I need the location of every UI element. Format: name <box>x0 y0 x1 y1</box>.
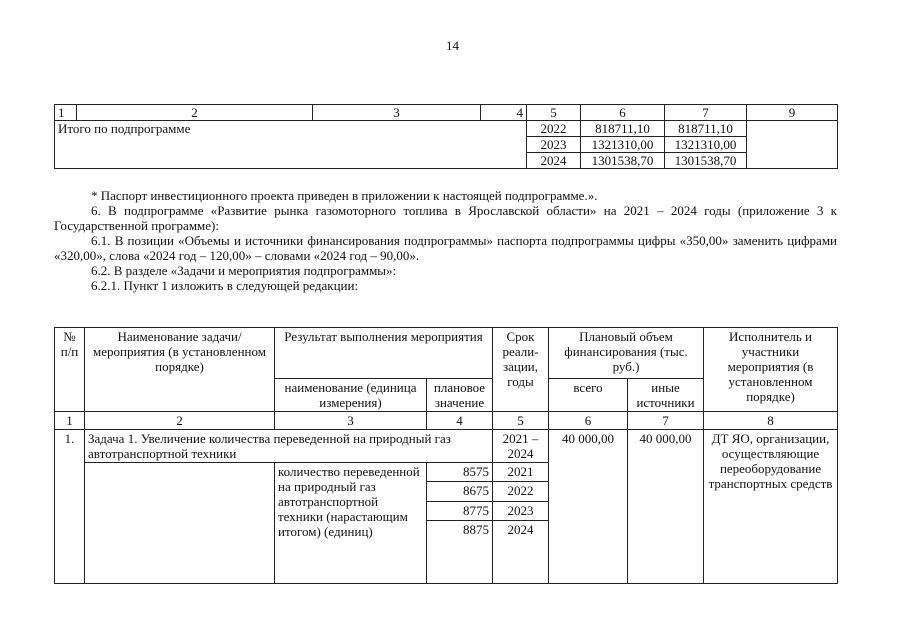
task-term: 2021 – 2024 <box>493 430 549 463</box>
task-header-row <box>55 328 838 379</box>
summary-label: Итого по подпрограмме <box>55 121 527 169</box>
task-col-number-row <box>55 412 838 430</box>
summary-total: 1321310,00 <box>581 137 665 153</box>
task-col-number: 8 <box>704 412 838 430</box>
summary-total: 1301538,70 <box>581 153 665 169</box>
paragraph-6-2: 6.2. В разделе «Задачи и мероприятия подпрограммы»: <box>91 263 397 278</box>
header-result-name: наименование (единица измерения) <box>275 379 427 412</box>
paragraph-6-2-1: 6.2.1. Пункт 1 изложить в следующей редакции: <box>91 278 359 293</box>
task-col-number: 1 <box>55 412 85 430</box>
task-col-number: 4 <box>427 412 493 430</box>
task-col-number: 3 <box>275 412 427 430</box>
task-total: 40 000,00 <box>549 430 628 584</box>
header-volume-other: иные источники <box>628 379 704 412</box>
task-other: 40 000,00 <box>628 430 704 584</box>
document-body <box>54 188 837 293</box>
header-term: Срок реали-зации, годы <box>493 328 549 412</box>
task-col-number: 5 <box>493 412 549 430</box>
task-table <box>54 327 838 584</box>
summary-col-number: 9 <box>747 105 838 121</box>
indicator-empty-cell <box>85 463 275 584</box>
header-result-value: плановое значение <box>427 379 493 412</box>
summary-col-number: 5 <box>527 105 581 121</box>
indicator-year: 2023 <box>493 501 549 520</box>
indicator-value: 8775 <box>427 501 493 520</box>
header-volume: Плановый объем финансирования (тыс. руб.) <box>549 328 704 379</box>
task-num: 1. <box>55 430 85 584</box>
summary-col-number: 3 <box>313 105 481 121</box>
summary-other: 818711,10 <box>665 121 747 137</box>
summary-year: 2024 <box>527 153 581 169</box>
summary-other: 1301538,70 <box>665 153 747 169</box>
indicator-year: 2021 <box>493 463 549 482</box>
task-executor: ДТ ЯО, организации, осуществляющие переоборудование транспортных средств <box>704 430 838 584</box>
summary-other: 1321310,00 <box>665 137 747 153</box>
header-num: № п/п <box>55 328 85 412</box>
summary-empty-cell <box>747 121 838 169</box>
header-executor: Исполнитель и участники мероприятия (в установленном порядке) <box>704 328 838 412</box>
indicator-value: 8575 <box>427 463 493 482</box>
summary-col-number: 7 <box>665 105 747 121</box>
task-col-number: 2 <box>85 412 275 430</box>
task-row <box>55 430 838 463</box>
summary-year: 2023 <box>527 137 581 153</box>
summary-year: 2022 <box>527 121 581 137</box>
indicator-name: количество переведенной на природный газ автотранспортной техники (нарастающим итогом) (единиц) <box>275 463 427 584</box>
task-col-number: 6 <box>549 412 628 430</box>
indicator-year: 2022 <box>493 482 549 501</box>
summary-col-number: 2 <box>77 105 313 121</box>
header-result: Результат выполнения мероприятия <box>275 328 493 379</box>
header-name: Наименование задачи/ мероприятия (в установленном порядке) <box>85 328 275 412</box>
indicator-year: 2024 <box>493 521 549 584</box>
summary-row <box>55 121 838 137</box>
task-col-number: 7 <box>628 412 704 430</box>
indicator-value: 8875 <box>427 521 493 584</box>
summary-header-row <box>55 105 838 121</box>
summary-col-number: 6 <box>581 105 665 121</box>
indicator-value: 8675 <box>427 482 493 501</box>
header-volume-total: всего <box>549 379 628 412</box>
paragraph-6-1: 6.1. В позиции «Объемы и источники финансирования подпрограммы» паспорта подпрограммы цифры «350,00» заменить цифрами «320,00», слова «2024 год – 120,00» – словами «2024 год – 90,00». <box>54 233 837 263</box>
summary-total: 818711,10 <box>581 121 665 137</box>
summary-col-number: 1 <box>55 105 77 121</box>
task-description: Задача 1. Увеличение количества переведенной на природный газ автотранспортной техники <box>85 430 493 463</box>
page-number: 14 <box>446 38 459 53</box>
summary-col-number: 4 <box>481 105 527 121</box>
summary-table <box>54 104 838 169</box>
paragraph-footnote: * Паспорт инвестиционного проекта приведен в приложении к настоящей подпрограмме.». <box>91 188 598 203</box>
paragraph-6: 6. В подпрограмме «Развитие рынка газомоторного топлива в Ярославской области» на 2021 – 2024 годы (приложение 3 к Государственной программе): <box>54 203 837 233</box>
